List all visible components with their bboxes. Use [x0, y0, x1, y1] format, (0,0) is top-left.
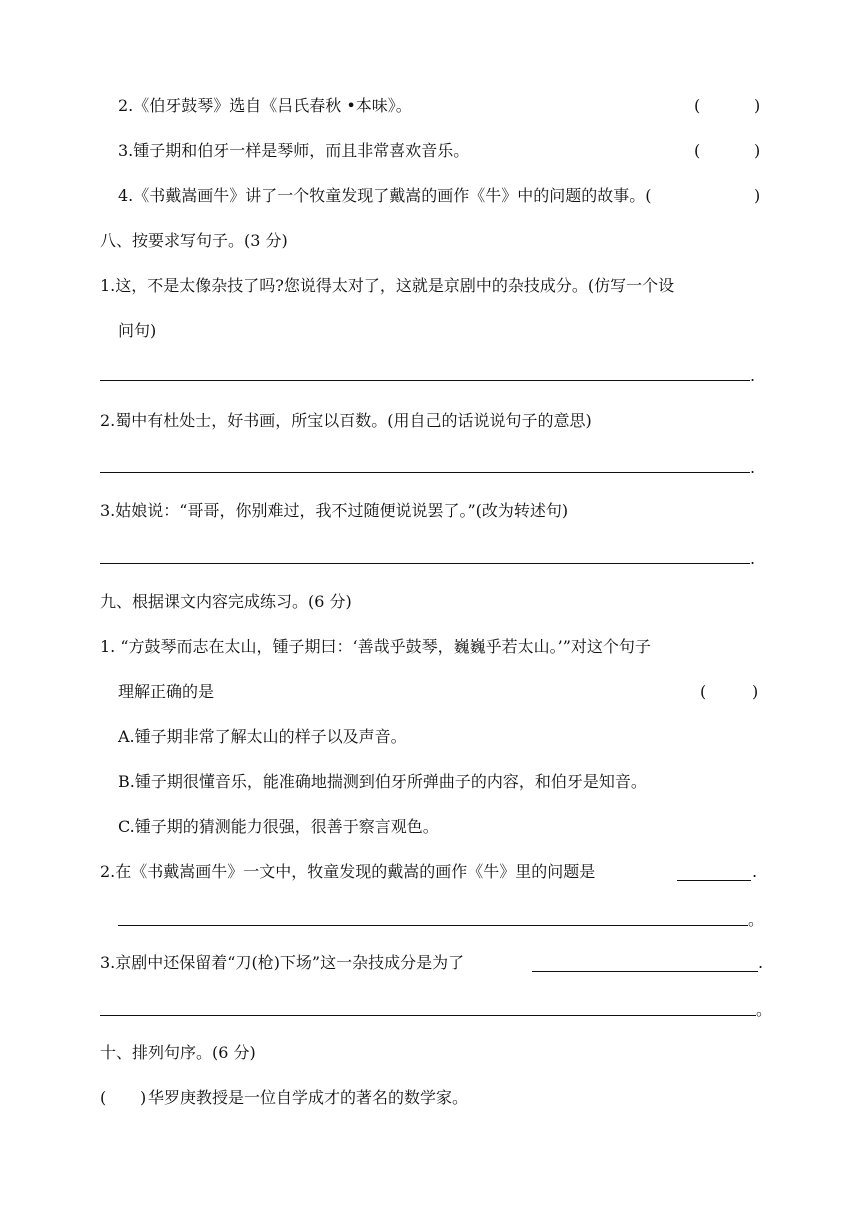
- s9-q2-inline-blank[interactable]: [677, 880, 751, 881]
- s8-q1-answer-line[interactable]: [100, 380, 750, 381]
- tf-item-2: 2.《伯牙鼓琴》选自《吕氏春秋 •本味》。: [118, 96, 412, 115]
- s8-q1-line1: 1.这，不是太像杂技了吗?您说得太对了，这就是京剧中的杂技成分。(仿写一个设: [100, 276, 675, 295]
- s9-q1-line1: 1. “方鼓琴而志在太山，锺子期曰：‘善哉乎鼓琴，巍巍乎若太山。’”对这个句子: [100, 637, 651, 656]
- answer-paren-close-2: ): [754, 96, 761, 115]
- s10-item1-paren-open: (: [100, 1088, 107, 1107]
- s9-q3-inline-blank[interactable]: [532, 971, 758, 972]
- s9-q1-option-c: C.锺子期的猜测能力很强，很善于察言观色。: [118, 817, 439, 836]
- answer-paren-close-3: ): [754, 141, 761, 160]
- s10-item1: 华罗庚教授是一位自学成才的著名的数学家。: [148, 1088, 469, 1107]
- s8-q3-end-mark: .: [750, 549, 756, 568]
- s10-item1-paren-close: ): [140, 1088, 147, 1107]
- section-10-heading: 十、排列句序。(6 分): [100, 1043, 256, 1062]
- s9-q2-answer-line[interactable]: [118, 925, 748, 926]
- s9-q3: 3.京剧中还保留着“刀(枪)下场”这一杂技成分是为了: [100, 953, 465, 972]
- answer-paren-open-3: (: [694, 141, 701, 160]
- answer-paren-close-4: ): [754, 186, 761, 205]
- s8-q2: 2.蜀中有杜处士，好书画，所宝以百数。(用自己的话说说句子的意思): [100, 411, 592, 430]
- s9-q2: 2.在《书戴嵩画牛》一文中，牧童发现的戴嵩的画作《牛》里的问题是: [100, 862, 596, 881]
- section-8-heading: 八、按要求写句子。(3 分): [100, 231, 288, 250]
- s9-q3-end-mark: .: [758, 953, 764, 972]
- s8-q1-end-mark: .: [750, 366, 756, 385]
- s8-q3-answer-line[interactable]: [100, 563, 750, 564]
- s9-q3-line2-end-mark: 。: [756, 1000, 773, 1019]
- s9-q3-answer-line[interactable]: [100, 1015, 756, 1016]
- s9-q1-paren-open: (: [700, 682, 707, 701]
- s9-q2-end-mark: .: [752, 862, 758, 881]
- tf-item-3: 3.锺子期和伯牙一样是琴师，而且非常喜欢音乐。: [118, 141, 470, 160]
- s8-q1-line2: 问句): [118, 321, 157, 340]
- s9-q2-line2-end-mark: 。: [748, 910, 765, 929]
- s9-q1-paren-close: ): [752, 682, 759, 701]
- s9-q1-option-b: B.锺子期很懂音乐，能准确地揣测到伯牙所弹曲子的内容，和伯牙是知音。: [118, 772, 647, 791]
- tf-item-4: 4.《书戴嵩画牛》讲了一个牧童发现了戴嵩的画作《牛》中的问题的故事。(: [118, 186, 652, 205]
- s8-q2-answer-line[interactable]: [100, 472, 750, 473]
- s8-q2-end-mark: .: [750, 458, 756, 477]
- s9-q1-option-a: A.锺子期非常了解太山的样子以及声音。: [118, 727, 407, 746]
- s8-q3: 3.姑娘说：“哥哥，你别难过，我不过随便说说罢了。”(改为转述句): [100, 501, 569, 520]
- answer-paren-open-2: (: [694, 96, 701, 115]
- section-9-heading: 九、根据课文内容完成练习。(6 分): [100, 592, 352, 611]
- s9-q1-line2: 理解正确的是: [118, 682, 215, 701]
